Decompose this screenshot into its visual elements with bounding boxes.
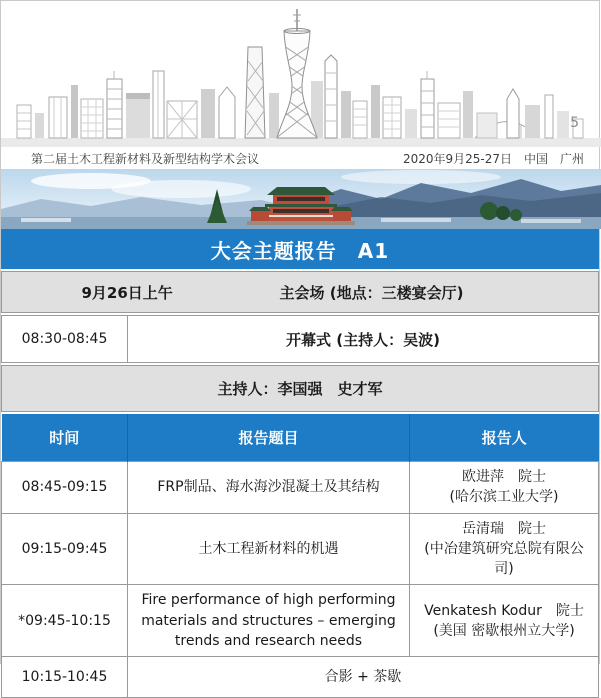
speaker-affiliation: (哈尔滨工业大学) (449, 489, 559, 506)
speaker-affiliation: (中冶建筑研究总院有限公司) (424, 540, 584, 578)
opening-row (1, 315, 599, 363)
report-speaker-cell (410, 513, 599, 585)
col-header-time: 时间 (2, 414, 128, 462)
session-chairs-row (1, 365, 599, 412)
session-chairs: 主持人：李国强 史才军 (217, 380, 383, 398)
skyline-banner (1, 1, 599, 147)
col-header-title: 报告题目 (128, 414, 410, 462)
report-row (2, 462, 599, 514)
speaker-name: 岳清瑞 院士 (462, 520, 546, 537)
report-title-cell: 土木工程新材料的机遇 (128, 513, 410, 585)
report-time-cell: 08:45-09:15 (2, 462, 128, 514)
speaker-affiliation: (美国 密歇根州立大学) (433, 622, 575, 639)
report-time-cell: 10:15-10:45 (2, 657, 128, 698)
report-row (2, 513, 599, 585)
report-header-row (2, 414, 599, 462)
session-title-bar (1, 229, 599, 269)
venue-photo (1, 169, 599, 229)
report-title-cell: Fire performance of high performing materials and structures – emerging trends and research needs (128, 585, 410, 657)
col-header-speaker: 报告人 (410, 414, 599, 462)
report-table (1, 414, 599, 698)
session-venue: 主会场 (地点：三楼宴会厅) (279, 283, 464, 302)
report-title-cell: 合影 + 茶歇 (128, 657, 599, 698)
masthead (1, 147, 599, 169)
speaker-name: Venkatesh Kodur 院士 (424, 602, 584, 619)
session-title: 大会主题报告 A1 (210, 238, 390, 263)
session-info-row (1, 271, 599, 313)
session-date: 9月26日上午 (81, 283, 173, 302)
speaker-name: 欧进萍 院士 (462, 469, 546, 485)
report-row (2, 585, 599, 657)
opening-time: 08:30-08:45 (2, 316, 128, 362)
report-time-cell: 09:15-09:45 (2, 513, 128, 585)
report-time-cell: *09:45-10:15 (2, 585, 128, 657)
venue-photo-illustration (1, 169, 601, 229)
report-row (2, 657, 599, 698)
skyline-illustration (1, 1, 601, 147)
report-speaker-cell (410, 585, 599, 657)
page-number: 5 (570, 115, 579, 131)
report-speaker-cell (410, 462, 599, 514)
report-title-cell: FRP制品、海水海沙混凝土及其结构 (128, 462, 410, 514)
conference-name: 第二届土木工程新材料及新型结构学术会议 (31, 151, 260, 166)
opening-event: 开幕式 (主持人：吴波) (286, 330, 440, 349)
conference-date-location: 2020年9月25-27日 中国 广州 (402, 151, 584, 166)
